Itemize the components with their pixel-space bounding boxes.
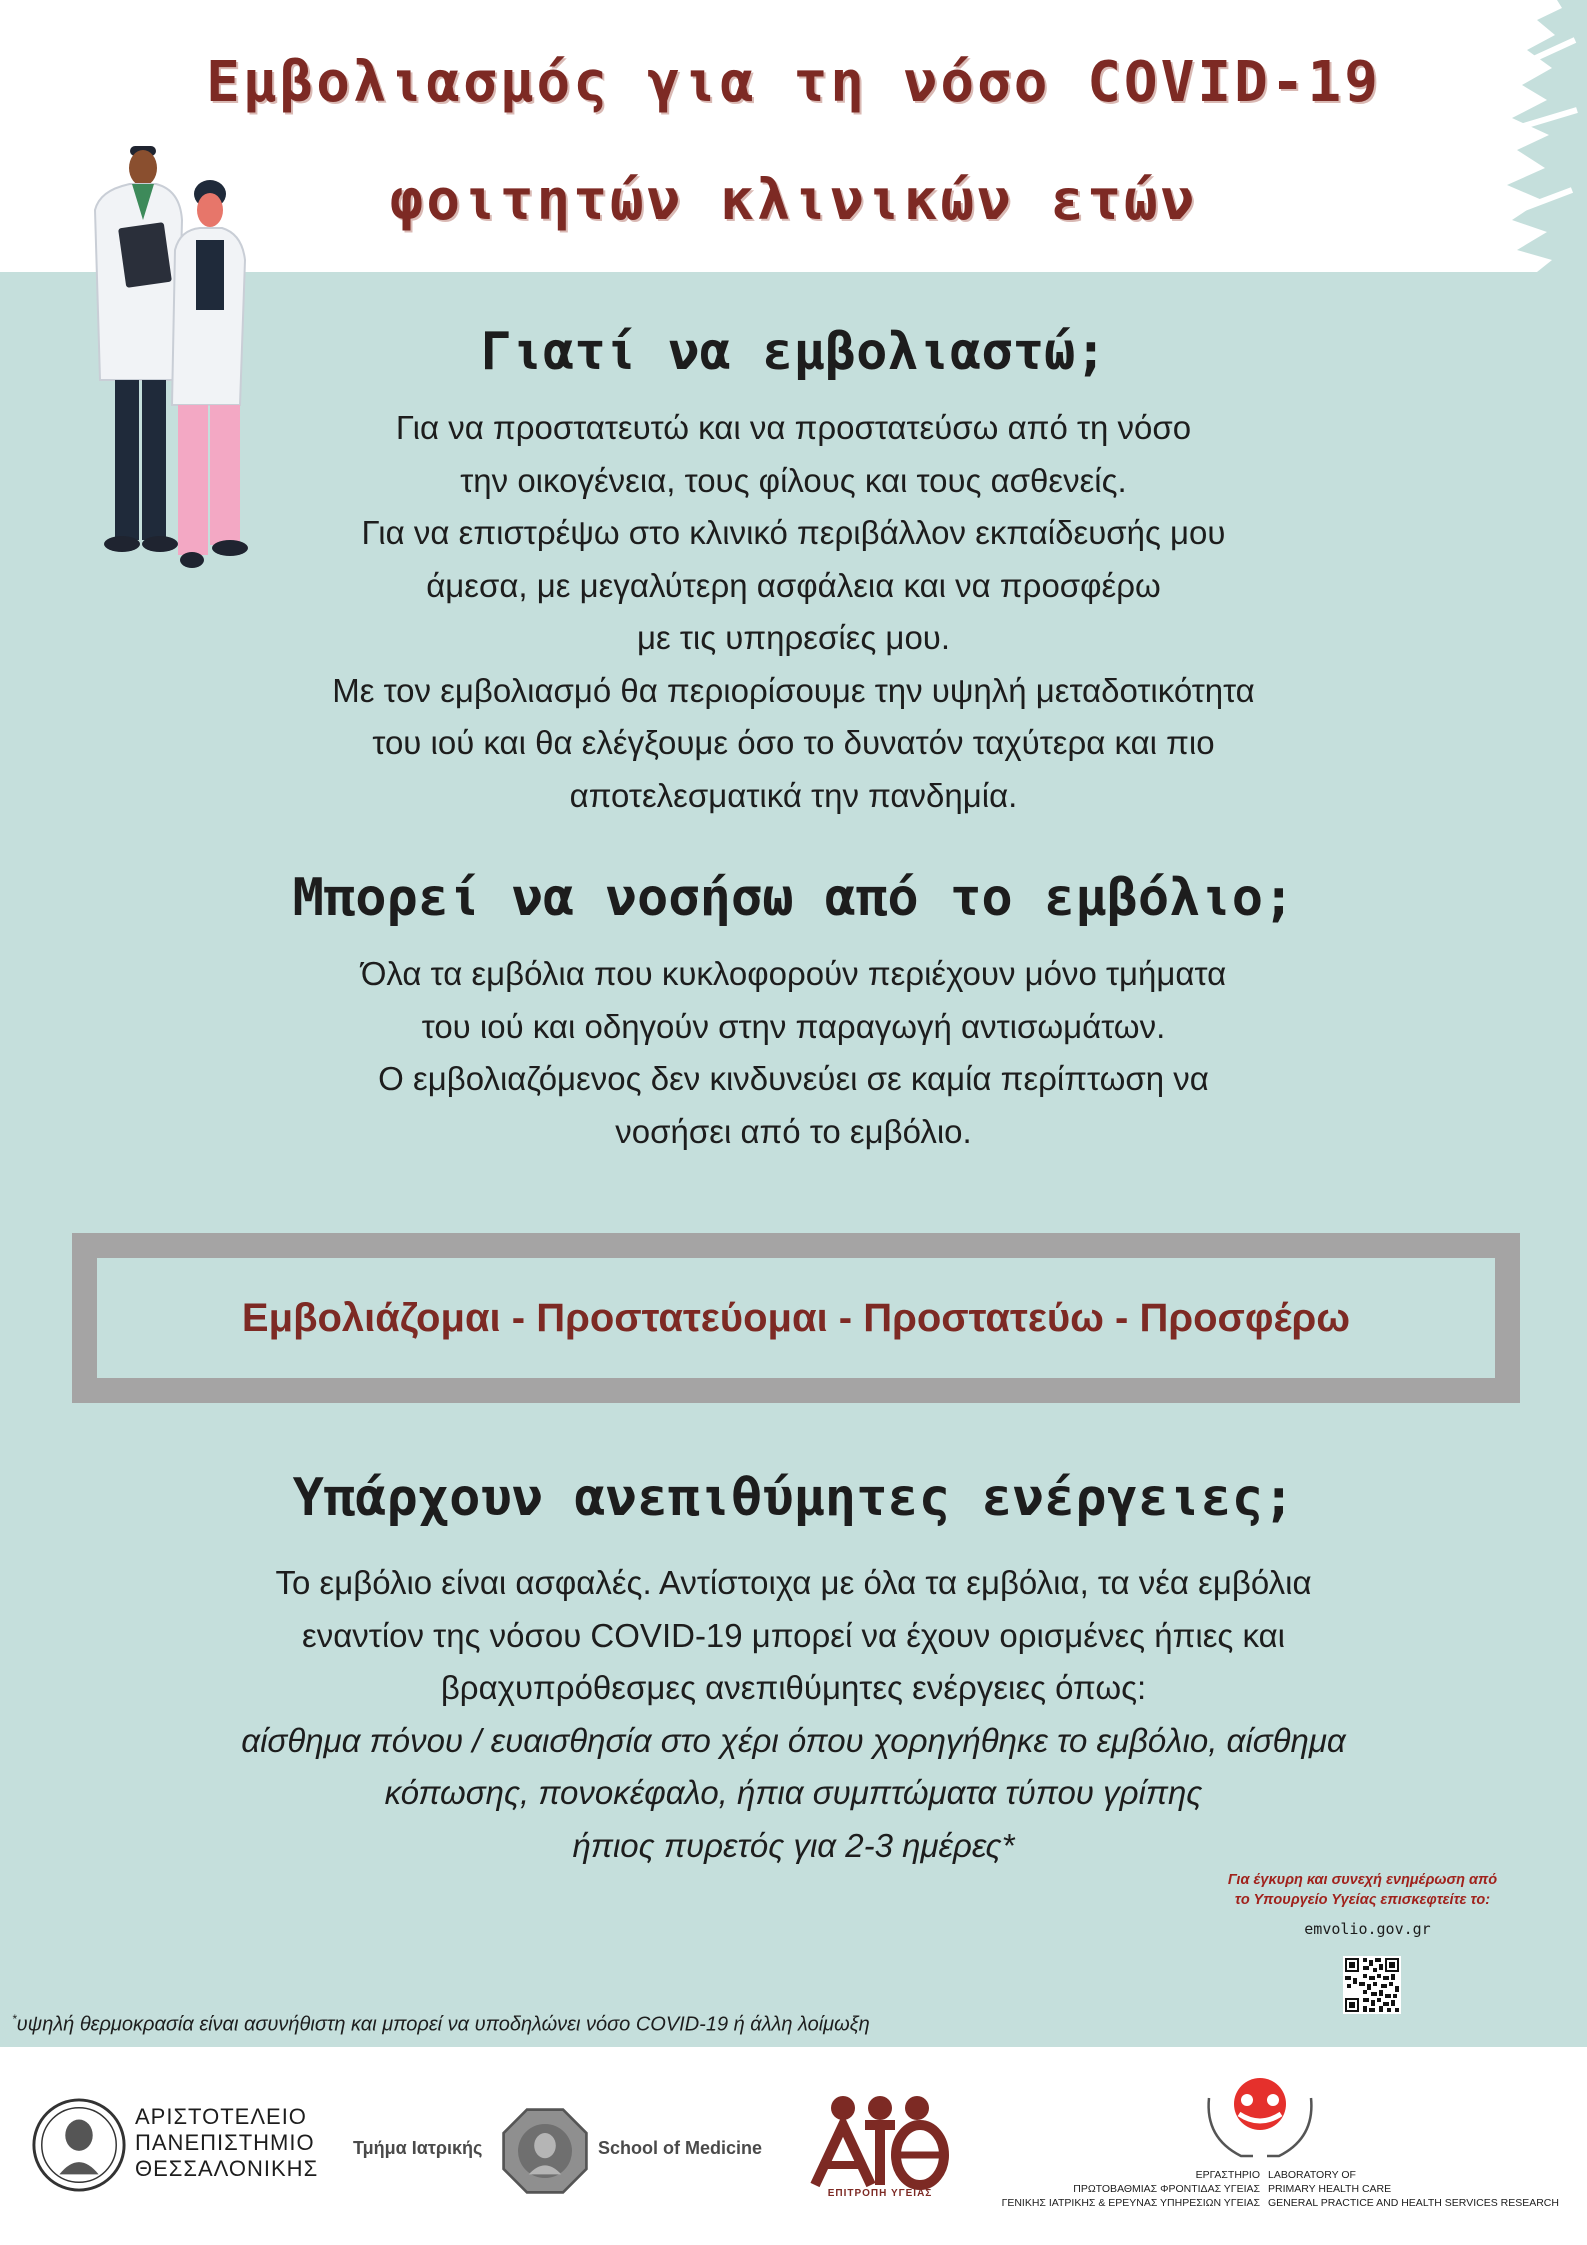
auth-line: ΑΡΙΣΤΟΤΕΛΕΙΟ (135, 2104, 307, 2129)
aristotle-university-name (135, 2104, 318, 2182)
sick-line: Όλα τα εμβόλια που κυκλοφορούν περιέχουν μόνο τμήματα (360, 955, 1227, 992)
lab-gr-line: ΠΡΩΤΟΒΑΘΜΙΑΣ ΦΡΟΝΤΙΔΑΣ ΥΓΕΙΑΣ (1073, 2183, 1260, 2195)
health-committee-logo-icon (795, 2080, 965, 2200)
emvolio-url-link[interactable]: emvolio.gov.gr (1304, 1920, 1431, 1938)
primary-care-lab-english (1268, 2168, 1559, 2210)
primary-care-lab-greek (970, 2168, 1260, 2210)
poster-title-line1: Εμβολιασμός για τη νόσο COVID-19 (206, 50, 1381, 115)
side-effects-italic-line: κόπωσης, πονοκέφαλο, ήπια συμπτώματα τύπου γρίπης (384, 1774, 1203, 1811)
update-note-line2: το Υπουργείο Υγείας επισκεφτείτε το: (1234, 1892, 1491, 1908)
why-vaccinate-heading: Γιατί να εμβολιαστώ; (480, 322, 1107, 382)
lab-en-line: PRIMARY HEALTH CARE (1268, 2183, 1392, 2195)
health-committee-caption: ΕΠΙΤΡΟΠΗ ΥΓΕΙΑΣ (827, 2188, 933, 2199)
side-effects-italic-line: αίσθημα πόνου / ευαισθησία στο χέρι όπου χορηγήθηκε το εμβόλιο, αίσθημα (241, 1721, 1346, 1759)
medicine-dept-english: School of Medicine (598, 2138, 763, 2158)
brush-stroke-decoration (1457, 0, 1587, 290)
slogan-text: Εμβολιάζομαι - Προστατεύομαι - Προστατεύω - Προσφέρω (241, 1295, 1351, 1340)
footnote-text: υψηλή θερμοκρασία είναι ασυνήθιστη και μπορεί να υποδηλώνει νόσο COVID-19 ή άλλη λοίμωξη (16, 2013, 870, 2036)
poster-title-line2: φοιτητών κλινικών ετών (389, 168, 1198, 233)
why-line: Για να προστατευτώ και να προστατεύσω από τη νόσο (395, 409, 1192, 446)
side-effects-heading: Υπάρχουν ανεπιθύμητες ενέργειες; (292, 1468, 1295, 1528)
why-line: την οικογένεια, τους φίλους και τους ασθενείς. (460, 461, 1127, 499)
slogan-banner (72, 1233, 1520, 1403)
auth-line: ΘΕΣΣΑΛΟΝΙΚΗΣ (135, 2156, 319, 2181)
primary-care-lab-logo-icon (1195, 2068, 1325, 2168)
aristotle-university-seal-icon (30, 2096, 128, 2194)
why-line: με τις υπηρεσίες μου. (636, 619, 951, 656)
lab-gr-line: ΕΡΓΑΣΤΗΡΙΟ (1195, 2169, 1260, 2181)
update-note (1190, 1870, 1535, 1910)
footnote (12, 2012, 870, 2037)
update-note-line1: Για έγκυρη και συνεχή ενημέρωση από (1227, 1872, 1498, 1888)
why-line: αποτελεσματικά την πανδημία. (569, 776, 1018, 814)
why-line: Για να επιστρέψω στο κλινικό περιβάλλον εκπαίδευσής μου (361, 514, 1226, 551)
school-of-medicine-seal-icon (500, 2106, 590, 2196)
auth-line: ΠΑΝΕΠΙΣΤΗΜΙΟ (135, 2130, 315, 2155)
lab-gr-line: ΓΕΝΙΚΗΣ ΙΑΤΡΙΚΗΣ & ΕΡΕΥΝΑΣ ΥΠΗΡΕΣΙΩΝ ΥΓΕΙΑΣ (1001, 2197, 1260, 2209)
sick-line: του ιού και οδηγούν στην παραγωγή αντισωμάτων. (421, 1007, 1166, 1045)
why-line: άμεσα, με μεγαλύτερη ασφάλεια και να προσφέρω (426, 566, 1161, 604)
why-vaccinate-text (150, 402, 1437, 822)
footnote-marker: * (12, 2012, 17, 2026)
side-effects-line: Το εμβόλιο είναι ασφαλές. Αντίστοιχα με όλα τα εμβόλια, τα νέα εμβόλια (275, 1564, 1312, 1601)
qr-code-icon[interactable] (1343, 1956, 1401, 2014)
slogan-banner-inner (97, 1258, 1495, 1378)
can-i-get-sick-heading: Μπορεί να νοσήσω από το εμβόλιο; (292, 868, 1295, 928)
side-effects-line: βραχυπρόθεσμες ανεπιθύμητες ενέργειες όπως: (440, 1669, 1147, 1706)
medicine-dept-greek: Τμήμα Ιατρικής (353, 2138, 483, 2158)
why-line: του ιού και θα ελέγξουμε όσο το δυνατόν ταχύτερα και πιο (372, 724, 1215, 761)
lab-en-line: LABORATORY OF (1268, 2169, 1356, 2181)
side-effects-text (150, 1557, 1437, 1872)
sick-line: νοσήσει από το εμβόλιο. (615, 1112, 972, 1150)
sick-line: Ο εμβολιαζόμενος δεν κινδυνεύει σε καμία περίπτωση να (378, 1060, 1209, 1097)
side-effects-italic-line: ήπιος πυρετός για 2-3 ημέρες* (572, 1826, 1015, 1864)
why-line: Με τον εμβολιασμό θα περιορίσουμε την υψηλή μεταδοτικότητα (332, 671, 1255, 709)
can-i-get-sick-text (150, 948, 1437, 1158)
lab-en-line: GENERAL PRACTICE AND HEALTH SERVICES RESEARCH (1268, 2197, 1559, 2209)
side-effects-line: εναντίον της νόσου COVID-19 μπορεί να έχουν ορισμένες ήπιες και (302, 1616, 1285, 1654)
